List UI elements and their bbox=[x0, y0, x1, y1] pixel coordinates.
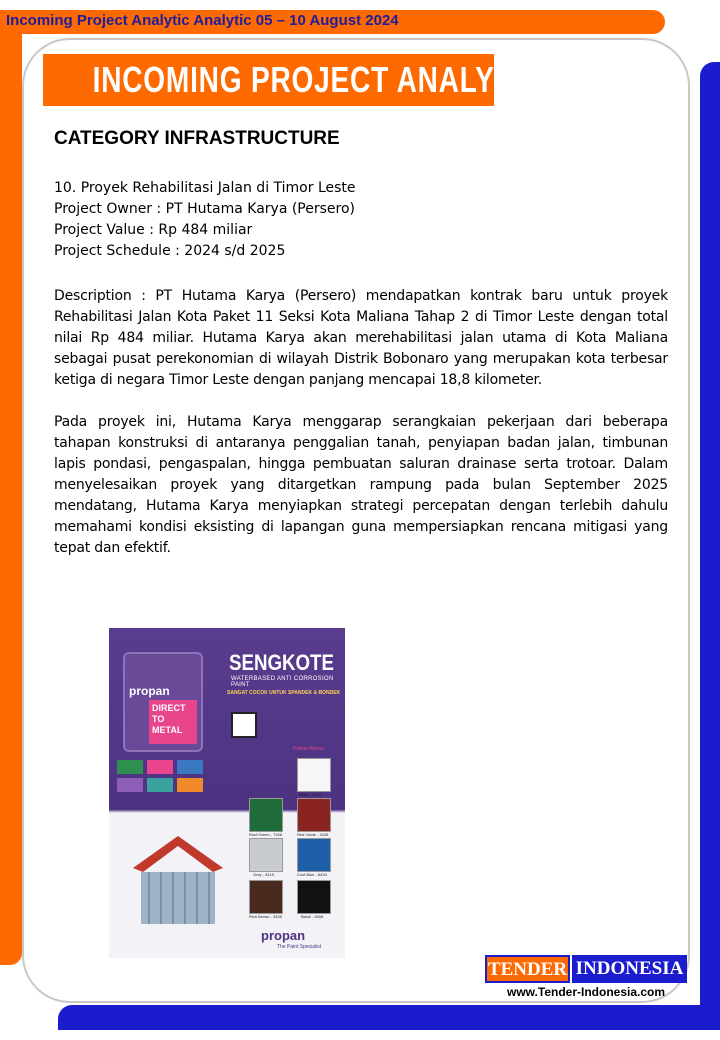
feature-tile bbox=[117, 760, 143, 774]
logo-tender-text: TENDER bbox=[485, 955, 570, 983]
colors-heading: Pilihan Warna bbox=[293, 746, 324, 752]
color-swatch bbox=[297, 838, 331, 872]
building-illustration bbox=[123, 828, 233, 928]
right-blue-bar bbox=[700, 62, 720, 1030]
advertisement-image bbox=[109, 628, 345, 958]
can-tag: DIRECT TO METAL bbox=[149, 700, 197, 744]
swatch-label: Red Oxide - 3428 bbox=[297, 832, 329, 837]
can-brand: propan bbox=[129, 684, 170, 698]
logo-url[interactable]: www.Tender-Indonesia.com bbox=[506, 985, 666, 999]
feature-tile bbox=[147, 760, 173, 774]
project-schedule: Project Schedule : 2024 s/d 2025 bbox=[54, 243, 286, 259]
swatch-label: White - 8101 bbox=[299, 792, 322, 797]
logo-indonesia-text: INDONESIA bbox=[572, 955, 687, 983]
detail-paragraph: Pada proyek ini, Hutama Karya menggarap serangkaian pekerjaan dari beberapa tahapan konstruksi di antaranya penggalian tanah, penyiapan badan jalan, timbunan lapis pondasi, pengaspalan, hingga pembuatan saluran drainase serta trotoar. Dalam menyelesaikan proyek yang ditargetkan rampung pada bulan September 2025 mendatang, Hutama Karya menyiapkan strategi percepatan dengan terlebih dahulu memahami kondisi eksisting di lapangan guna mempersiapkan rencana mitigasi yang tepat dan efektif. bbox=[54, 414, 668, 556]
color-swatch bbox=[297, 880, 331, 914]
project-info bbox=[54, 178, 674, 262]
project-value: Project Value : Rp 484 miliar bbox=[54, 222, 253, 238]
color-swatch bbox=[249, 880, 283, 914]
swatch-label: Rich Brown - 3425 bbox=[249, 914, 282, 919]
project-name: 10. Proyek Rehabilitasi Jalan di Timor Leste bbox=[54, 180, 356, 196]
color-swatch bbox=[249, 798, 283, 832]
swatch-label: Black - 9408 bbox=[301, 914, 324, 919]
left-orange-bar bbox=[0, 10, 22, 965]
project-owner: Project Owner : PT Hutama Karya (Persero) bbox=[54, 201, 355, 217]
swatch-label: Cool Blue - 8433 bbox=[297, 872, 327, 877]
page-title: INCOMING PROJECT ANALYTIC bbox=[92, 59, 543, 100]
feature-tile bbox=[177, 760, 203, 774]
color-swatch bbox=[297, 798, 331, 832]
tender-indonesia-logo bbox=[485, 955, 687, 1001]
paint-can-illustration bbox=[123, 652, 203, 752]
project-description bbox=[54, 286, 668, 580]
ad-tagline: SANGAT COCOK UNTUK SPANDEK & BONDEK bbox=[227, 690, 341, 696]
ad-footer-subtitle: The Paint Specialist bbox=[277, 944, 322, 950]
ad-subtitle: WATERBASED ANTI CORROSION PAINT bbox=[231, 676, 334, 688]
feature-tile bbox=[147, 778, 173, 792]
title-banner bbox=[43, 54, 543, 106]
qr-code-icon bbox=[231, 712, 257, 738]
color-swatch bbox=[297, 758, 331, 792]
swatch-label: Roof Green - 7426 bbox=[249, 832, 283, 837]
ad-footer-brand: propan bbox=[261, 928, 306, 943]
ad-product-name: SENGKOTE bbox=[229, 650, 334, 675]
feature-tile bbox=[117, 778, 143, 792]
description-paragraph: Description : PT Hutama Karya (Persero) mendapatkan kontrak baru untuk proyek Rehabilitasi Jalan Kota Paket 11 Seksi Kota Maliana Tahap 2 di Timor Leste dengan total nilai Rp 484 miliar. Hutama Karya akan merehabilitasi jalan utama di Kota Maliana sebagai pusat perekonomian di wilayah Distrik Bobonaro yang merupakan kota terbesar ketiga di negara Timor Leste dengan panjang mencapai 18,8 kilometer. bbox=[54, 288, 668, 388]
color-swatch bbox=[249, 838, 283, 872]
swatch-label: Grey - 8115 bbox=[253, 872, 274, 877]
bottom-blue-bar bbox=[58, 1005, 720, 1030]
category-heading: CATEGORY INFRASTRUCTURE bbox=[54, 128, 340, 149]
feature-tile bbox=[177, 778, 203, 792]
header-title: Incoming Project Analytic Analytic 05 – 10 August 2024 bbox=[6, 12, 399, 29]
